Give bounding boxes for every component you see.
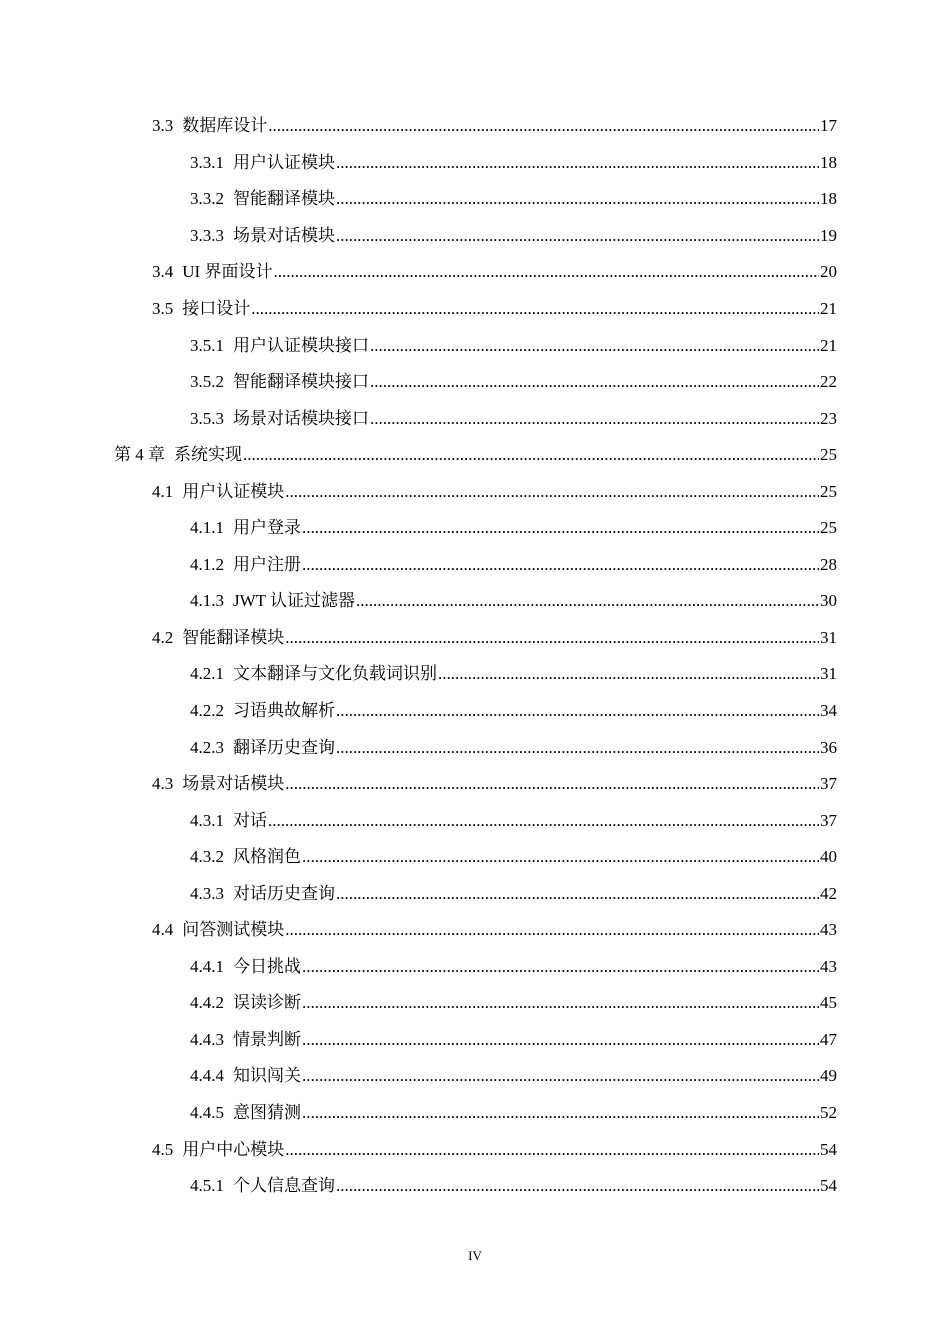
toc-entry[interactable] (0, 218, 950, 255)
toc-entry-line (152, 116, 837, 136)
toc-dot-leader (251, 299, 819, 319)
toc-entry[interactable] (0, 1058, 950, 1095)
toc-entry-line (190, 1030, 837, 1050)
toc-entry-number: 4.2.1 (190, 664, 224, 684)
toc-entry-title: 知识闯关 (233, 1066, 301, 1086)
toc-dot-leader (370, 409, 819, 429)
toc-entry-line (190, 555, 837, 575)
toc-entry[interactable] (0, 729, 950, 766)
toc-entry-page: 22 (820, 372, 837, 392)
toc-dot-leader (285, 1140, 819, 1160)
toc-entry[interactable] (0, 181, 950, 218)
toc-entry-page: 47 (820, 1029, 837, 1049)
toc-entry-number: 4.4.3 (190, 1029, 224, 1049)
toc-entry-title: 场景对话模块接口 (233, 408, 369, 428)
toc-entry[interactable] (0, 547, 950, 584)
toc-entry-title: 系统实现 (174, 445, 242, 465)
toc-entry-title: 用户注册 (233, 554, 301, 574)
toc-dot-leader (302, 1066, 819, 1086)
toc-dot-leader (302, 847, 819, 867)
toc-entry[interactable] (0, 510, 950, 547)
toc-entry-page: 40 (820, 847, 837, 867)
toc-entry-number: 3.3 (152, 116, 174, 136)
toc-entry-line (190, 336, 837, 356)
toc-entry-page: 30 (820, 591, 837, 611)
toc-entry-line (152, 262, 837, 282)
toc-entry[interactable] (0, 839, 950, 876)
toc-entry-line (190, 811, 837, 831)
toc-dot-leader (302, 518, 819, 538)
toc-entry-number: 3.5 (152, 299, 174, 318)
toc-dot-leader (336, 1176, 819, 1196)
toc-entry-page: 43 (820, 956, 837, 976)
toc-entry-number: 4.3.2 (190, 847, 224, 867)
toc-entry-line (190, 884, 837, 904)
toc-entry-number: 4.1.3 (190, 591, 224, 611)
toc-entry-page: 42 (820, 883, 837, 903)
toc-dot-leader (285, 628, 819, 648)
toc-dot-leader (336, 189, 819, 209)
toc-entry-page: 25 (820, 481, 837, 501)
toc-dot-leader (370, 372, 819, 392)
toc-entry-number: 4.4.4 (190, 1066, 224, 1086)
toc-entry-line (190, 189, 837, 209)
toc-dot-leader (268, 116, 819, 136)
toc-dot-leader (268, 811, 819, 831)
toc-entry-title: 智能翻译模块 (233, 189, 335, 209)
toc-dot-leader (336, 884, 819, 904)
toc-entry-line (190, 993, 837, 1013)
toc-entry[interactable] (0, 875, 950, 912)
table-of-contents (0, 108, 950, 1204)
toc-entry-number: 3.5.3 (190, 408, 224, 428)
toc-dot-leader (285, 920, 819, 940)
toc-entry-page: 36 (820, 737, 837, 757)
toc-entry[interactable] (0, 583, 950, 620)
toc-entry-line (190, 518, 837, 538)
toc-entry-title: 用户登录 (233, 518, 301, 538)
toc-entry-line (190, 847, 837, 867)
toc-entry[interactable] (0, 912, 950, 949)
toc-entry-page: 25 (820, 445, 837, 465)
toc-entry-title: 用户中心模块 (182, 1139, 285, 1159)
toc-entry[interactable] (0, 108, 950, 145)
toc-entry-line (190, 957, 837, 977)
toc-dot-leader (302, 957, 819, 977)
toc-entry-number: 4.3.1 (190, 810, 224, 830)
toc-entry-line (190, 372, 837, 392)
toc-entry[interactable] (0, 437, 950, 474)
toc-entry-title: 意图猜测 (233, 1103, 301, 1123)
toc-entry-line (190, 664, 837, 684)
toc-entry-number: 4.2.2 (190, 701, 224, 721)
toc-entry-page: 49 (820, 1066, 837, 1086)
toc-entry-line (152, 482, 837, 502)
toc-entry-page: 54 (820, 1139, 837, 1159)
toc-entry-page: 31 (820, 664, 837, 684)
toc-entry-line (152, 1140, 837, 1160)
toc-entry-title: 个人信息查询 (233, 1176, 335, 1196)
toc-dot-leader (370, 336, 819, 356)
toc-entry[interactable] (0, 327, 950, 364)
toc-entry-number: 4.5.1 (190, 1176, 224, 1196)
toc-entry-number: 第 4 章 (114, 445, 165, 465)
toc-entry-line (190, 1066, 837, 1086)
toc-entry-number: 3.3.2 (190, 189, 224, 209)
toc-dot-leader (302, 993, 819, 1013)
toc-entry[interactable] (0, 1168, 950, 1205)
toc-dot-leader (438, 664, 819, 684)
toc-entry-page: 37 (820, 774, 837, 794)
toc-entry-page: 18 (820, 189, 837, 209)
toc-entry-number: 4.3 (152, 774, 174, 794)
toc-entry[interactable] (0, 1022, 950, 1059)
toc-entry-number: 4.4.5 (190, 1103, 224, 1123)
toc-entry-title: 习语典故解析 (233, 701, 335, 721)
toc-entry[interactable] (0, 473, 950, 510)
toc-entry-title: 今日挑战 (233, 956, 301, 976)
toc-dot-leader (243, 445, 819, 465)
toc-entry-title: 智能翻译模块接口 (233, 372, 369, 392)
toc-entry-page: 52 (820, 1103, 837, 1123)
toc-entry[interactable] (0, 291, 950, 328)
toc-entry[interactable] (0, 985, 950, 1022)
toc-entry-page: 37 (820, 810, 837, 830)
toc-dot-leader (302, 1030, 819, 1050)
toc-entry-number: 3.5.1 (190, 335, 224, 355)
toc-entry-number: 4.4 (152, 920, 174, 940)
toc-entry-number: 4.4.2 (190, 993, 224, 1013)
toc-entry[interactable] (0, 766, 950, 803)
toc-entry-title: 接口设计 (182, 299, 251, 318)
toc-entry-page: 18 (820, 152, 837, 172)
toc-entry-title: 风格润色 (233, 847, 301, 867)
toc-dot-leader (336, 738, 819, 758)
toc-entry-page: 54 (820, 1176, 837, 1196)
toc-dot-leader (285, 774, 819, 794)
toc-entry-number: 3.4 (152, 262, 174, 282)
toc-entry-title: 误读诊断 (233, 993, 301, 1013)
toc-entry-page: 25 (820, 518, 837, 538)
page-number: IV (468, 1248, 482, 1263)
toc-entry[interactable] (0, 656, 950, 693)
toc-entry[interactable] (0, 1095, 950, 1132)
toc-entry-number: 4.4.1 (190, 956, 224, 976)
toc-entry-page: 23 (820, 408, 837, 428)
toc-entry-line (190, 226, 837, 246)
toc-entry-line (190, 1103, 837, 1123)
toc-entry-number: 4.2.3 (190, 737, 224, 757)
toc-dot-leader (336, 153, 819, 173)
toc-entry-page: 19 (820, 225, 837, 245)
toc-entry-page: 20 (820, 262, 837, 282)
toc-entry-line (190, 1176, 837, 1196)
toc-entry[interactable] (0, 254, 950, 291)
toc-entry-line (152, 920, 837, 940)
toc-entry-number: 4.3.3 (190, 883, 224, 903)
toc-entry-number: 4.1 (152, 481, 174, 501)
toc-entry-line (190, 409, 837, 429)
toc-entry-title: 情景判断 (233, 1029, 301, 1049)
toc-entry-title: 用户认证模块 (233, 152, 335, 172)
toc-entry-title: 问答测试模块 (182, 920, 285, 940)
toc-entry-line (152, 628, 837, 648)
toc-entry-line (190, 153, 837, 173)
toc-entry-line (190, 591, 837, 611)
toc-entry-title: JWT 认证过滤器 (233, 591, 355, 611)
toc-entry-page: 31 (820, 627, 837, 647)
toc-entry-number: 3.5.2 (190, 372, 224, 392)
toc-entry-line (152, 774, 837, 794)
toc-entry-title: 用户认证模块接口 (233, 335, 369, 355)
toc-entry[interactable] (0, 620, 950, 657)
toc-dot-leader (273, 262, 819, 282)
toc-dot-leader (336, 226, 819, 246)
toc-entry-number: 3.3.3 (190, 225, 224, 245)
toc-entry-page: 28 (820, 554, 837, 574)
toc-entry-number: 4.2 (152, 627, 174, 647)
toc-entry-number: 4.5 (152, 1139, 174, 1159)
toc-entry-line (152, 299, 837, 319)
toc-dot-leader (285, 482, 819, 502)
toc-entry-page: 17 (820, 116, 837, 136)
toc-dot-leader (336, 701, 819, 721)
toc-entry-page: 45 (820, 993, 837, 1013)
toc-entry-number: 4.1.2 (190, 554, 224, 574)
toc-dot-leader (302, 1103, 819, 1123)
toc-entry-title: 对话 (233, 810, 267, 830)
toc-entry-number: 4.1.1 (190, 518, 224, 538)
toc-entry-title: UI 界面设计 (182, 262, 273, 282)
toc-entry-title: 文本翻译与文化负载词识别 (233, 664, 437, 684)
toc-entry[interactable] (0, 802, 950, 839)
toc-entry-page: 21 (820, 335, 837, 355)
toc-entry-page: 34 (820, 701, 837, 721)
toc-entry[interactable] (0, 145, 950, 182)
toc-entry-title: 翻译历史查询 (233, 737, 335, 757)
toc-entry-title: 智能翻译模块 (182, 627, 285, 647)
toc-entry-title: 用户认证模块 (182, 481, 285, 501)
toc-entry-title: 数据库设计 (182, 116, 268, 136)
toc-entry-title: 对话历史查询 (233, 883, 335, 903)
toc-entry-page: 21 (820, 299, 837, 318)
toc-entry-line (190, 738, 837, 758)
toc-entry[interactable] (0, 1131, 950, 1168)
toc-dot-leader (356, 591, 819, 611)
toc-entry[interactable] (0, 364, 950, 401)
toc-entry-page: 43 (820, 920, 837, 940)
toc-entry-title: 场景对话模块 (233, 225, 335, 245)
toc-entry[interactable] (0, 400, 950, 437)
toc-entry-line (114, 445, 837, 465)
toc-entry-title: 场景对话模块 (182, 774, 285, 794)
toc-entry-number: 3.3.1 (190, 152, 224, 172)
toc-dot-leader (302, 555, 819, 575)
toc-entry-line (190, 701, 837, 721)
toc-entry[interactable] (0, 949, 950, 986)
toc-entry[interactable] (0, 693, 950, 730)
